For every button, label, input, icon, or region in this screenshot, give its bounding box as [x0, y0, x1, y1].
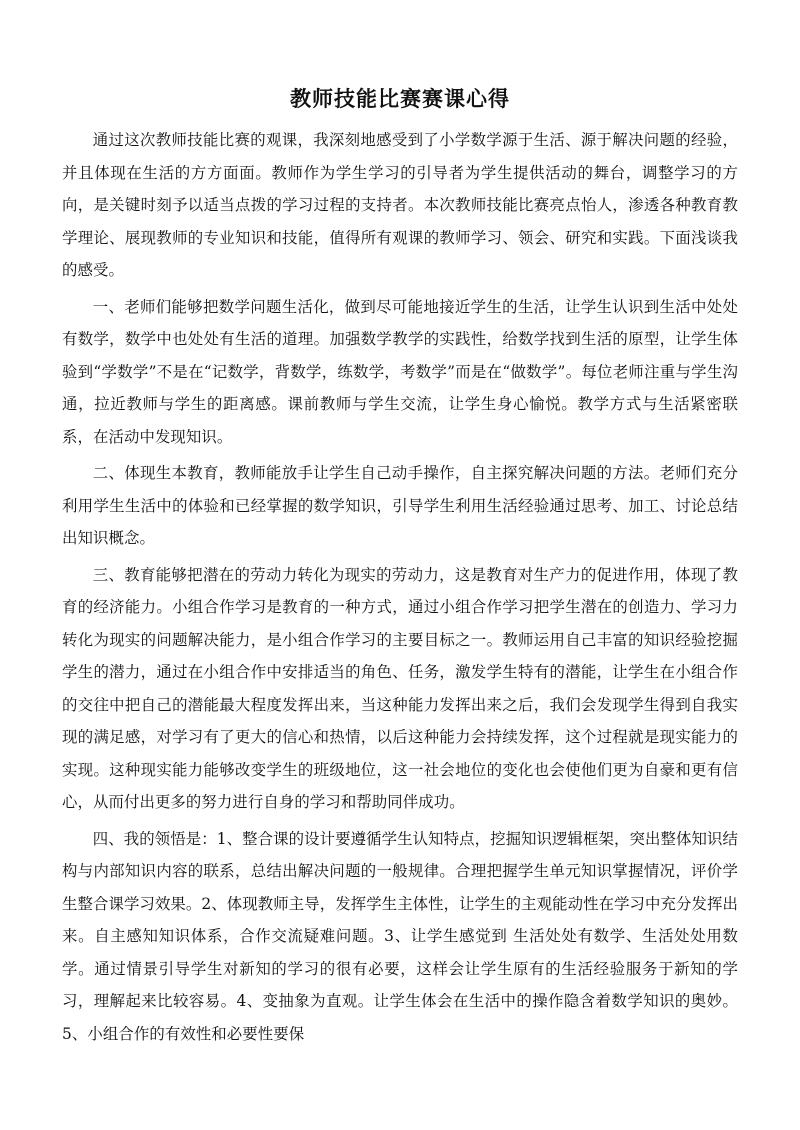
paragraph-point-1: 一、老师们能够把数学问题生活化，做到尽可能地接近学生的生活，让学生认识到生活中处处有数学，数学中也处处有生活的道理。加强数学教学的实践性，给数学找到生活的原型，让学生体验到“学数学”不是在“记数学，背数学，练数学，考数学”而是在“做数学”。每位老师注重与学生沟通，拉近教师与学生的距离感。课前教师与学生交流，让学生身心愉悦。教学方式与生活紧密联系，在活动中发现知识。	[62, 297, 738, 446]
paragraph-point-2: 二、体现生本教育，教师能放手让学生自己动手操作，自主探究解决问题的方法。老师们充分利用学生生活中的体验和已经掌握的数学知识，引导学生利用生活经验通过思考、加工、讨论总结出知识概念。	[62, 464, 738, 547]
paragraph-point-3: 三、教育能够把潜在的劳动力转化为现实的劳动力，这是教育对生产力的促进作用，体现了教育的经济能力。小组合作学习是教育的一种方式，通过小组合作学习把学生潜在的创造力、学习力转化为现实的问题解决能力，是小组合作学习的主要目标之一。教师运用自己丰富的知识经验挖掘学生的潜力，通过在小组合作中安排适当的角色、任务，激发学生特有的潜能，让学生在小组合作的交往中把自己的潜能最大程度发挥出来，当这种能力发挥出来之后，我们会发现学生得到自我实现的满足感，对学习有了更大的信心和热情，以后这种能力会持续发挥，这个过程就是现实能力的实现。这种现实能力能够改变学生的班级地位，这一社会地位的变化也会使他们更为自豪和更有信心，从而付出更多的努力进行自身的学习和帮助同伴成功。	[62, 565, 738, 811]
document-title: 教师技能比赛赛课心得	[290, 86, 510, 111]
paragraph-intro: 通过这次教师技能比赛的观课，我深刻地感受到了小学数学源于生活、源于解决问题的经验，并且体现在生活的方方面面。教师作为学生学习的引导者为学生提供活动的舞台，调整学习的方向，是关键时刻予以适当点拨的学习过程的支持者。本次教师技能比赛亮点怡人，渗透各种教育教学理论、展现教师的专业知识和技能，值得所有观课的教师学习、领会、研究和实践。下面浅谈我的感受。	[62, 131, 738, 279]
paragraph-point-4: 四、我的领悟是：1、整合课的设计要遵循学生认知特点，挖掘知识逻辑框架，突出整体知识结构与内部知识内容的联系，总结出解决问题的一般规律。合理把握学生单元知识掌握情况，评价学生整合课学习效果。2、体现教师主导，发挥学生主体性，让学生的主观能动性在学习中充分发挥出来。自主感知知识体系，合作交流疑难问题。3、让学生感觉到 生活处处有数学、生活处处用数学。通过情景引导学生对新知的学习的很有必要，这样会让学生原有的生活经验服务于新知的学习，理解起来比较容易。4、变抽象为直观。让学生体会在生活中的操作隐含着数学知识的奥妙。5、小组合作的有效性和必要性要保	[62, 829, 738, 1043]
